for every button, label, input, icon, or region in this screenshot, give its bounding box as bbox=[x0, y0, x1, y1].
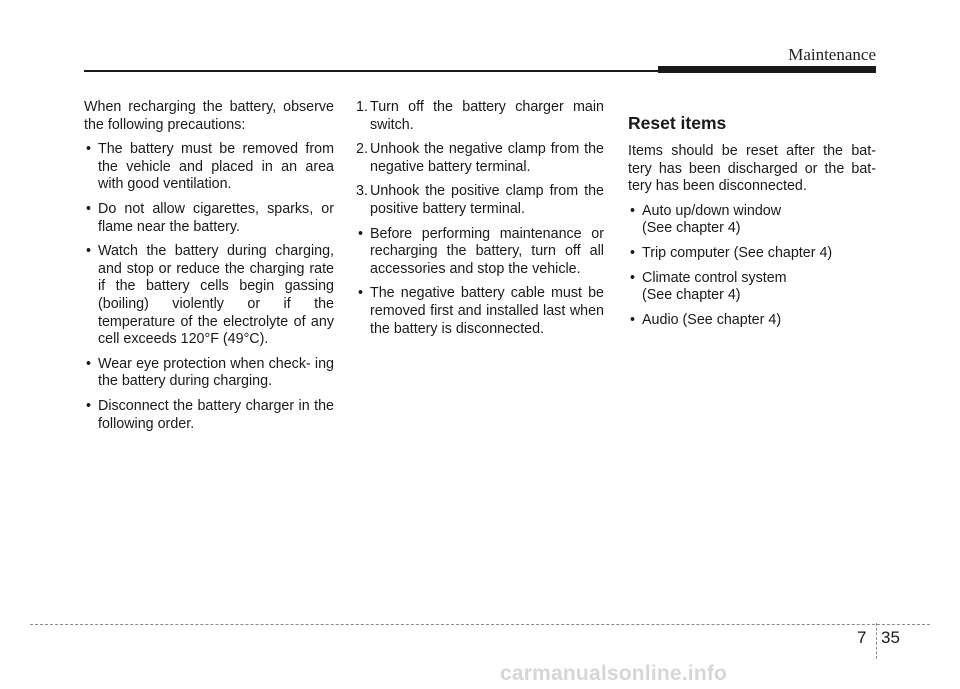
page-number: 35 bbox=[881, 628, 900, 647]
reset-items-list bbox=[628, 203, 876, 330]
step-item bbox=[356, 141, 604, 176]
step-item bbox=[356, 99, 604, 134]
column-reset-items bbox=[628, 99, 876, 329]
list-item: • Disconnect the battery charger in the following order. bbox=[84, 398, 334, 433]
precautions-list bbox=[84, 141, 334, 433]
list-item: • The negative battery cable must be removed first and installed last when the battery is disconnected. bbox=[356, 285, 604, 338]
step-text: Unhook the negative clamp from the negative battery terminal. bbox=[370, 141, 604, 175]
column-disconnect-steps bbox=[356, 99, 604, 338]
section-title: Maintenance bbox=[788, 45, 876, 64]
step-text: Turn off the battery charger main switch. bbox=[370, 99, 604, 133]
reset-item-name: Audio (See chapter 4) bbox=[642, 311, 782, 328]
column-precautions bbox=[84, 99, 334, 433]
reset-items-heading: Reset items bbox=[628, 113, 727, 133]
list-item: • Wear eye protection when check- ing the battery during charging. bbox=[84, 356, 334, 391]
reset-item-note: (See chapter 4) bbox=[642, 220, 741, 237]
header-rule-thin bbox=[84, 70, 664, 72]
list-item bbox=[628, 270, 876, 305]
reset-item-name: Trip computer (See chapter 4) bbox=[642, 244, 833, 261]
list-item: • Watch the battery during charging, and stop or reduce the charging rate if the battery cells begin gassing (boiling) violently or if the temperature of the electrolyte of any cell exceeds 120°F (49°C). bbox=[84, 243, 334, 349]
precautions-intro: When recharging the battery, observe the following precautions: bbox=[84, 99, 334, 133]
step-item bbox=[356, 183, 604, 218]
reset-item-name: Climate control system bbox=[642, 269, 787, 286]
footer-dashed-divider bbox=[876, 623, 877, 659]
list-item: • The battery must be removed from the vehicle and placed in an area with good ventilation. bbox=[84, 141, 334, 194]
step-text: Unhook the positive clamp from the positive battery terminal. bbox=[370, 183, 604, 217]
header-rule-thick bbox=[658, 66, 876, 73]
reset-item-name: Auto up/down window bbox=[642, 202, 782, 219]
notes-list bbox=[356, 226, 604, 339]
step-number: 3. bbox=[356, 183, 368, 200]
footer-dashed-rule bbox=[30, 624, 930, 625]
step-number: 1. bbox=[356, 99, 368, 115]
list-item bbox=[628, 245, 876, 263]
chapter-number: 7 bbox=[857, 628, 867, 647]
list-item bbox=[628, 203, 876, 238]
list-item: • Do not allow cigarettes, sparks, or flame near the battery. bbox=[84, 201, 334, 236]
reset-item-note: (See chapter 4) bbox=[642, 287, 741, 304]
list-item bbox=[628, 312, 876, 330]
list-item: • Before performing maintenance or recharging the battery, turn off all accessories and stop the vehicle. bbox=[356, 226, 604, 279]
reset-items-intro: Items should be reset after the bat- tery has been discharged or the bat- tery has been disconnected. bbox=[628, 143, 876, 195]
watermark: carmanualsonline.info bbox=[500, 662, 728, 685]
step-number: 2. bbox=[356, 141, 368, 158]
disconnect-steps-list bbox=[356, 99, 604, 219]
